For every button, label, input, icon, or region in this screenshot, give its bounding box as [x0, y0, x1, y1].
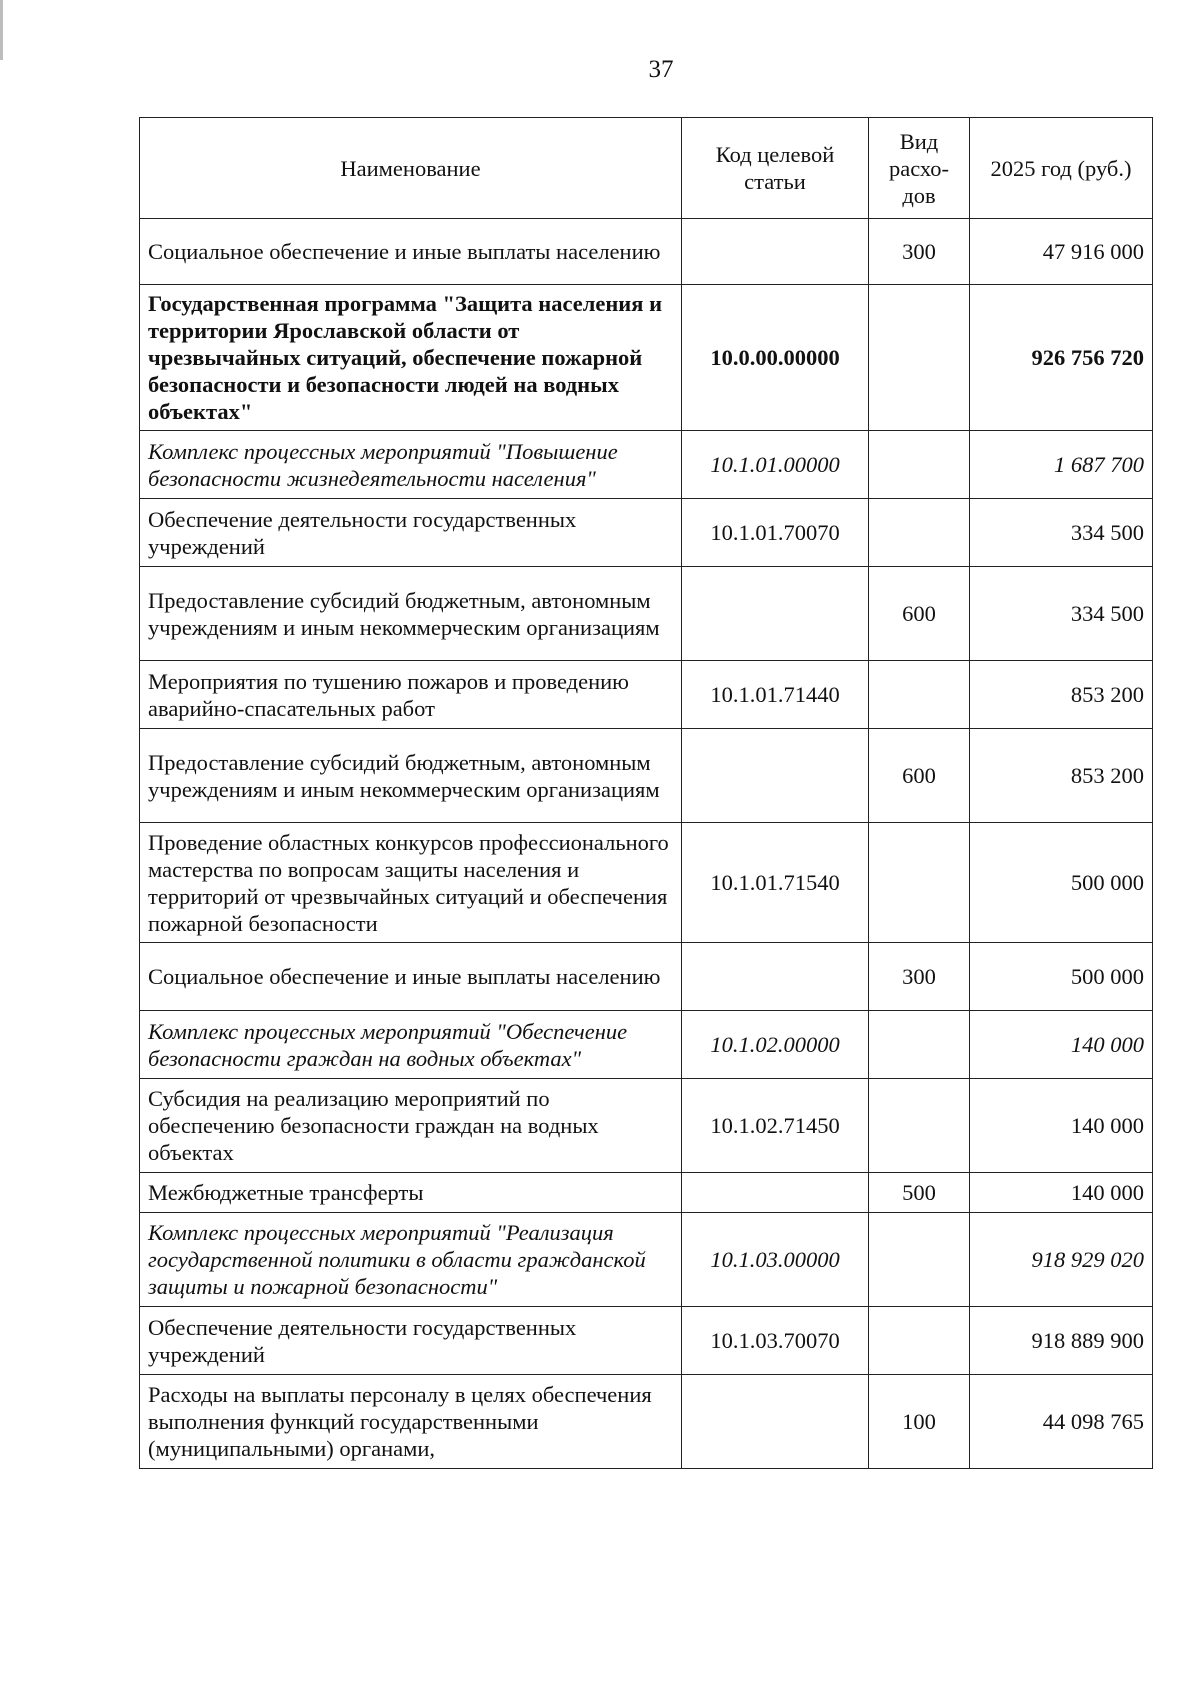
cell-name: Обеспечение деятельности государственных учреждений	[140, 1307, 682, 1375]
cell-amount: 853 200	[970, 729, 1153, 823]
cell-type: 300	[869, 943, 970, 1011]
cell-code	[682, 943, 869, 1011]
cell-amount: 918 929 020	[970, 1213, 1153, 1307]
cell-name: Комплекс процессных мероприятий "Повышение безопасности жизнедеятельности населения"	[140, 431, 682, 499]
cell-name: Социальное обеспечение и иные выплаты населению	[140, 943, 682, 1011]
cell-code: 10.1.03.70070	[682, 1307, 869, 1375]
cell-amount: 926 756 720	[970, 285, 1153, 431]
table-row	[140, 661, 1153, 729]
table-row	[140, 499, 1153, 567]
table-row	[140, 1173, 1153, 1213]
cell-code: 10.0.00.00000	[682, 285, 869, 431]
cell-name: Комплекс процессных мероприятий "Реализация государственной политики в области гражданской защиты и пожарной безопасности"	[140, 1213, 682, 1307]
cell-code	[682, 219, 869, 285]
table-row	[140, 823, 1153, 943]
table-row	[140, 729, 1153, 823]
header-name: Наименование	[140, 118, 682, 219]
cell-name: Предоставление субсидий бюджетным, автономным учреждениям и иным некоммерческим организациям	[140, 729, 682, 823]
cell-code: 10.1.03.00000	[682, 1213, 869, 1307]
scan-edge-mark	[0, 0, 3, 60]
cell-amount: 1 687 700	[970, 431, 1153, 499]
cell-name: Мероприятия по тушению пожаров и проведению аварийно-спасательных работ	[140, 661, 682, 729]
header-amount: 2025 год (руб.)	[970, 118, 1153, 219]
cell-type	[869, 431, 970, 499]
cell-code: 10.1.01.70070	[682, 499, 869, 567]
cell-amount: 500 000	[970, 823, 1153, 943]
cell-name: Расходы на выплаты персоналу в целях обеспечения выполнения функций государственными (муниципальными) органами,	[140, 1375, 682, 1469]
cell-amount: 140 000	[970, 1011, 1153, 1079]
budget-table	[139, 117, 1153, 1469]
table-row	[140, 285, 1153, 431]
cell-code	[682, 567, 869, 661]
cell-type	[869, 1079, 970, 1173]
cell-amount: 500 000	[970, 943, 1153, 1011]
cell-type	[869, 499, 970, 567]
cell-amount: 918 889 900	[970, 1307, 1153, 1375]
cell-name: Предоставление субсидий бюджетным, автономным учреждениям и иным некоммерческим организациям	[140, 567, 682, 661]
cell-amount: 47 916 000	[970, 219, 1153, 285]
table-row	[140, 219, 1153, 285]
cell-type	[869, 1307, 970, 1375]
cell-amount: 853 200	[970, 661, 1153, 729]
cell-amount: 44 098 765	[970, 1375, 1153, 1469]
cell-code: 10.1.01.00000	[682, 431, 869, 499]
table-row	[140, 943, 1153, 1011]
table-row	[140, 567, 1153, 661]
cell-type: 600	[869, 729, 970, 823]
cell-code: 10.1.02.71450	[682, 1079, 869, 1173]
page-number: 37	[648, 56, 674, 83]
cell-name: Комплекс процессных мероприятий "Обеспечение безопасности граждан на водных объектах"	[140, 1011, 682, 1079]
cell-amount: 140 000	[970, 1079, 1153, 1173]
cell-type	[869, 285, 970, 431]
cell-amount: 334 500	[970, 499, 1153, 567]
header-code: Код целевой статьи	[682, 118, 869, 219]
table-row	[140, 1307, 1153, 1375]
cell-code	[682, 1375, 869, 1469]
cell-name: Субсидия на реализацию мероприятий по обеспечению безопасности граждан на водных объектах	[140, 1079, 682, 1173]
cell-code	[682, 729, 869, 823]
cell-name: Социальное обеспечение и иные выплаты населению	[140, 219, 682, 285]
cell-code: 10.1.01.71540	[682, 823, 869, 943]
table-row	[140, 431, 1153, 499]
cell-type: 600	[869, 567, 970, 661]
table-header	[140, 118, 1153, 219]
cell-type	[869, 823, 970, 943]
cell-type	[869, 661, 970, 729]
table-row	[140, 1213, 1153, 1307]
cell-type	[869, 1011, 970, 1079]
cell-type: 500	[869, 1173, 970, 1213]
table-body	[140, 219, 1153, 1469]
header-row	[140, 118, 1153, 219]
cell-type	[869, 1213, 970, 1307]
cell-name: Межбюджетные трансферты	[140, 1173, 682, 1213]
cell-name: Обеспечение деятельности государственных учреждений	[140, 499, 682, 567]
cell-type: 300	[869, 219, 970, 285]
cell-name: Государственная программа "Защита населения и территории Ярославской области от чрезвычайных ситуаций, обеспечение пожарной безопасности и безопасности людей на водных объектах"	[140, 285, 682, 431]
header-type: Вид расхо-дов	[869, 118, 970, 219]
cell-type: 100	[869, 1375, 970, 1469]
cell-name: Проведение областных конкурсов профессионального мастерства по вопросам защиты населения и территорий от чрезвычайных ситуаций и обеспечения пожарной безопасности	[140, 823, 682, 943]
cell-amount: 140 000	[970, 1173, 1153, 1213]
table-row	[140, 1375, 1153, 1469]
table-row	[140, 1079, 1153, 1173]
cell-code: 10.1.02.00000	[682, 1011, 869, 1079]
cell-amount: 334 500	[970, 567, 1153, 661]
cell-code	[682, 1173, 869, 1213]
cell-code: 10.1.01.71440	[682, 661, 869, 729]
table-row	[140, 1011, 1153, 1079]
